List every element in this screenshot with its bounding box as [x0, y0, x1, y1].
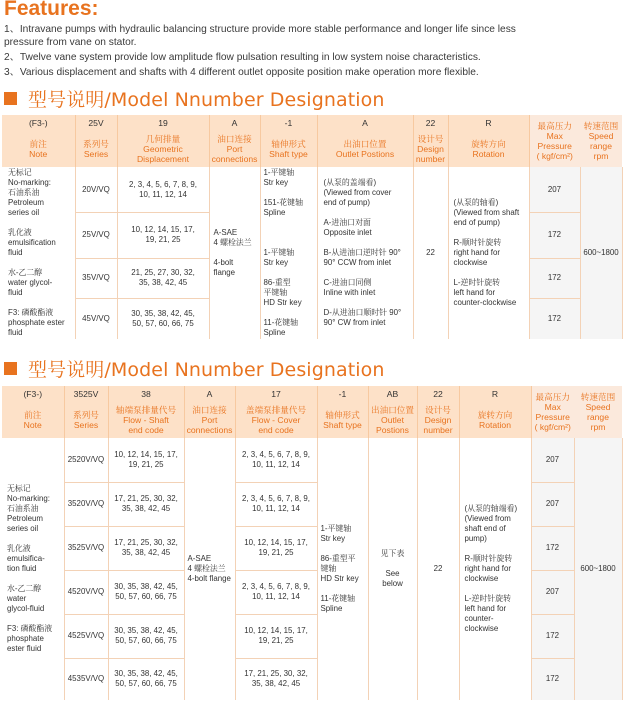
design-cell: 22 [413, 167, 448, 339]
cover-flow-cell: 10, 12, 14, 15, 17, 19, 21, 25 [235, 614, 317, 658]
rotation-cell: (从泵的轴端看) (Viewed from shaft end of pump) R-顺时针旋转 right hand for clockwise L-逆时针旋转 left hand for counter- clockwise [459, 438, 531, 700]
shaft-cell: 1-平键轴 Str key 151-花键轴 Spline 1-平键轴 Str key 86-重型 平键轴 HD Str key 11-花键轴 Spline [260, 167, 317, 339]
shaft-flow-cell: 30, 35, 38, 42, 45, 50, 57, 60, 66, 75 [108, 658, 184, 700]
feature-line-3: 3、Various displacement and shafts with 4 different outlet opposite position make operation more flexible. [4, 67, 479, 78]
header-cell: 轴伸形式 Shaft type [260, 131, 317, 167]
header-cell: 转速范围 Speed range rpm [580, 115, 622, 167]
header-cell: 油口连接 Port connections [209, 131, 260, 167]
code-cell: AB [368, 386, 417, 402]
header-cell: 最高压力 Max Pressure ( kgf/cm²) [529, 115, 580, 167]
header-cell: 前注 Note [2, 402, 64, 438]
pressure-cell: 172 [529, 299, 580, 340]
header-cell: 旋转方向 Rotation [448, 131, 529, 167]
outlet-cell: (从泵的盖端看) (Viewed from cover end of pump) A-进油口对面 Opposite inlet B-从进油口逆时针 90° 90° CCW from inlet C-进油口同侧 Inline with inlet D-从进油口顺时针 90° 90° CW from inlet [317, 167, 413, 339]
design-cell: 22 [417, 438, 459, 700]
header-cell: 系列号 Series [75, 131, 117, 167]
feature-line-1: 1、Intravane pumps with hydraulic balancing structure provide more stable performance and longer life since less [4, 24, 516, 35]
cover-flow-cell: 2, 3, 4, 5, 6, 7, 8, 9, 10, 11, 12, 14 [235, 438, 317, 482]
header-cell: 出油口位置 Outlet Postions [317, 131, 413, 167]
code-cell: 17 [235, 386, 317, 402]
series-cell: 3525V/VQ [64, 526, 108, 570]
header-cell: 系列号 Series [64, 402, 108, 438]
shaft-flow-cell: 17, 21, 25, 30, 32, 35, 38, 42, 45 [108, 526, 184, 570]
section2-heading [4, 357, 385, 379]
pressure-cell: 207 [531, 570, 574, 614]
table-row [2, 438, 622, 482]
code-cell: A [184, 386, 235, 402]
feature-line-1-cont: pressure from vane on stator. [4, 37, 137, 48]
displacement-cell: 30, 35, 38, 42, 45, 50, 57, 60, 66, 75 [117, 299, 209, 340]
header-cell: 轴伸形式 Shaft type [317, 402, 368, 438]
pressure-cell: 207 [529, 167, 580, 213]
cover-flow-cell: 17, 21, 25, 30, 32, 35, 38, 42, 45 [235, 658, 317, 700]
section1-title: 型号说明/Model Nnumber Designation [28, 88, 385, 111]
cover-flow-cell: 2, 3, 4, 5, 6, 7, 8, 9, 10, 11, 12, 14 [235, 482, 317, 526]
speed-cell: 600~1800 [574, 438, 622, 700]
header-cell: 轴端泵排量代号 Flow - Shaft end code [108, 402, 184, 438]
series-cell: 25V/VQ [75, 213, 117, 259]
displacement-cell: 2, 3, 4, 5, 6, 7, 8, 9, 10, 11, 12, 14 [117, 167, 209, 213]
header-cell: 旋转方向 Rotation [459, 402, 531, 438]
model-table-1 [2, 115, 623, 339]
note-cell: 无标记 No-marking: 石油系油 Petroleum series oil 乳化液 emulsification fluid 水-乙二醇 water glycol- fluid F3: 磷酸酯液 phosphate ester fluid [2, 167, 75, 339]
cover-flow-cell: 10, 12, 14, 15, 17, 19, 21, 25 [235, 526, 317, 570]
pressure-cell: 207 [531, 482, 574, 526]
shaft-cell: 1-平键轴 Str key 86-重型平 键轴 HD Str key 11-花键轴 Spline [317, 438, 368, 700]
heading-square-icon [4, 362, 17, 375]
code-cell: 19 [117, 115, 209, 131]
header-cell: 最高压力 Max Pressure ( kgf/cm²) [531, 386, 574, 438]
rotation-cell: (从泵的轴看) (Viewed from shaft end of pump) R-顺时针旋转 right hand for clockwise L-逆时针旋转 left hand for counter-clockwise [448, 167, 529, 339]
pressure-cell: 172 [529, 258, 580, 298]
code-cell: 3525V [64, 386, 108, 402]
shaft-flow-cell: 30, 35, 38, 42, 45, 50, 57, 60, 66, 75 [108, 614, 184, 658]
header-cell: 前注 Note [2, 131, 75, 167]
header-cell: 转速范围 Speed range rpm [574, 386, 622, 438]
series-cell: 2520V/VQ [64, 438, 108, 482]
header-row [2, 402, 622, 438]
shaft-flow-cell: 17, 21, 25, 30, 32, 35, 38, 42, 45 [108, 482, 184, 526]
outlet-cell: 见下表 See below [368, 438, 417, 700]
displacement-cell: 21, 25, 27, 30, 32, 35, 38, 42, 45 [117, 258, 209, 298]
shaft-flow-cell: 10, 12, 14, 15, 17, 19, 21, 25 [108, 438, 184, 482]
series-cell: 4520V/VQ [64, 570, 108, 614]
code-cell: R [459, 386, 531, 402]
pressure-cell: 172 [531, 658, 574, 700]
note-cell: 无标记 No-marking: 石油系油 Petroleum series oil 乳化液 emulsifica- tion fluid 水-乙二醇 water glycol-fluid F3: 磷酸酯液 phosphate ester fluid [2, 438, 64, 700]
cover-flow-cell: 2, 3, 4, 5, 6, 7, 8, 9, 10, 11, 12, 14 [235, 570, 317, 614]
header-cell: 盖端泵排量代号 Flow - Cover end code [235, 402, 317, 438]
section1-heading [4, 87, 385, 109]
pressure-cell: 172 [529, 213, 580, 259]
header-cell: 设计号 Design number [417, 402, 459, 438]
series-cell: 35V/VQ [75, 258, 117, 298]
code-cell: -1 [317, 386, 368, 402]
code-cell: (F3-) [2, 115, 75, 131]
code-cell: 22 [413, 115, 448, 131]
features-title: Features: [4, 0, 99, 20]
code-cell: -1 [260, 115, 317, 131]
series-cell: 4525V/VQ [64, 614, 108, 658]
feature-line-2: 2、Twelve vane system provide low amplitude flow pulsation resulting in low system noise characteristics. [4, 52, 481, 63]
code-cell: 25V [75, 115, 117, 131]
port-cell: A-SAE 4 螺栓法兰 4-bolt flange [184, 438, 235, 700]
code-cell: (F3-) [2, 386, 64, 402]
code-cell: A [317, 115, 413, 131]
code-cell: 22 [417, 386, 459, 402]
displacement-cell: 10, 12, 14, 15, 17, 19, 21, 25 [117, 213, 209, 259]
code-cell: A [209, 115, 260, 131]
table-row [2, 167, 622, 213]
series-cell: 20V/VQ [75, 167, 117, 213]
shaft-flow-cell: 30, 35, 38, 42, 45, 50, 57, 60, 66, 75 [108, 570, 184, 614]
pressure-cell: 172 [531, 614, 574, 658]
header-cell: 设计号 Design number [413, 131, 448, 167]
code-row [2, 386, 622, 402]
pressure-cell: 207 [531, 438, 574, 482]
header-cell: 出油口位置 Outlet Postions [368, 402, 417, 438]
pressure-cell: 172 [531, 526, 574, 570]
series-cell: 3520V/VQ [64, 482, 108, 526]
heading-square-icon [4, 92, 17, 105]
code-cell: R [448, 115, 529, 131]
port-cell: A-SAE 4 螺栓法兰 4-bolt flange [209, 167, 260, 339]
series-cell: 45V/VQ [75, 299, 117, 340]
header-cell: 几何排量 Geometric Displacement [117, 131, 209, 167]
section2-title: 型号说明/Model Nnumber Designation [28, 358, 385, 381]
header-cell: 油口连接 Port connections [184, 402, 235, 438]
speed-cell: 600~1800 [580, 167, 622, 339]
model-table-2 [2, 386, 623, 700]
series-cell: 4535V/VQ [64, 658, 108, 700]
code-cell: 38 [108, 386, 184, 402]
code-row [2, 115, 622, 131]
